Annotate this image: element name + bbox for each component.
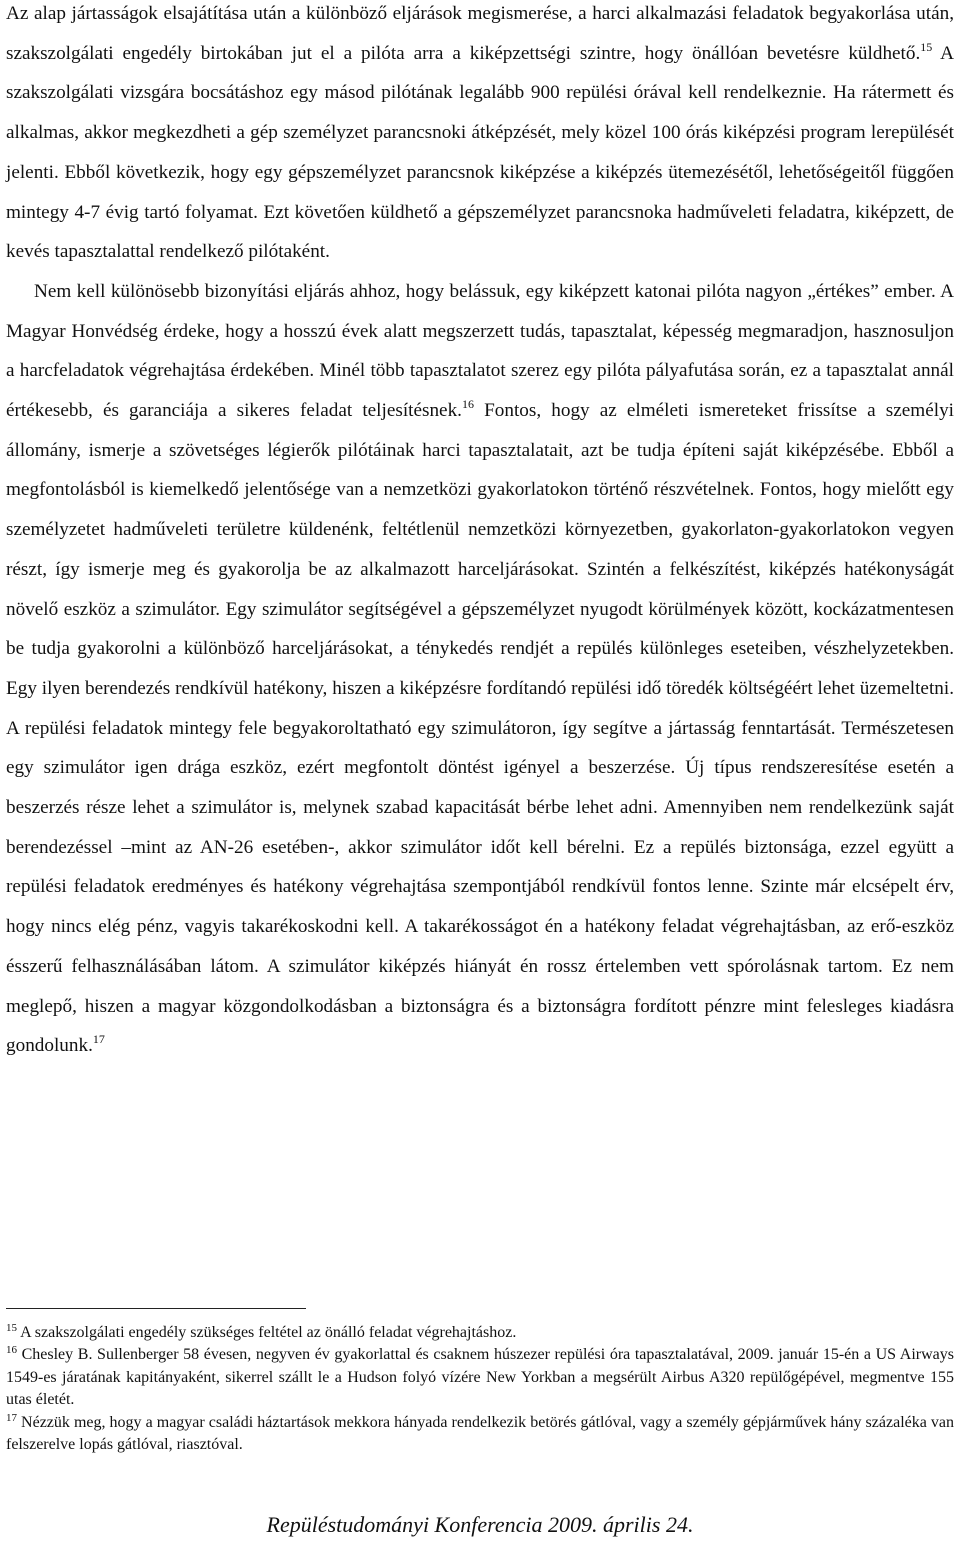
footnote-separator bbox=[6, 1308, 306, 1309]
footnote bbox=[6, 1344, 954, 1411]
paragraph bbox=[6, 272, 954, 1066]
footnote-ref[interactable]: 15 bbox=[920, 39, 933, 54]
footnote-number: 15 bbox=[6, 1322, 17, 1334]
footnote-ref[interactable]: 16 bbox=[461, 397, 474, 412]
paragraph-text: A szakszolgálati vizsgára bocsátáshoz egy másod pilótának legalább 900 repülési órával kell rendelkeznie. Ha rátermett és alkalmas, akkor megkezdheti a gép személyzet parancsnoki átképzését, mely közel 100 órás kiképzési program lerepülését jelenti. Ebből következik, hogy egy gépszemélyzet parancsnok kiképzése a kiképzés ütemezésétől, lehetőségeitől függően mintegy 4-7 évig tartó folyamat. Ezt követően küldhető a gépszemélyzet parancsnoka hadműveleti feladatra, kiképzett, de kevés tapasztalattal rendelkező pilótaként. bbox=[6, 42, 954, 263]
footnotes bbox=[6, 1322, 954, 1456]
footnote-ref[interactable]: 17 bbox=[92, 1032, 105, 1047]
footnote-text: A szakszolgálati engedély szükséges feltétel az önálló feladat végrehajtáshoz. bbox=[17, 1324, 517, 1341]
footnote-text: Nézzük meg, hogy a magyar családi háztartások mekkora hányada rendelkezik betörés gátlóval, vagy a személy gépjárművek hány százaléka van felszerelve lopás gátlóval, riasztóval. bbox=[6, 1413, 954, 1454]
paragraph-text: Fontos, hogy az elméleti ismereteket frissítse a személyi állomány, ismerje a szövetséges légierők pilótáinak harci tapasztalatait, azt be tudja építeni saját kiképzésébe. Ebből a megfontolásból is kiemelkedő jelentősége van a nemzetközi gyakorlatokon történő részvételnek. Fontos, hogy mielőtt egy személyzetet hadműveleti területre küldenénk, feltétlenül nemzetközi környezetben, gyakorlaton-gyakorlatokon vegyen részt, így ismerje meg és gyakorolja be az alkalmazott harceljárásokat. Szintén a felkészítést, kiképzés hatékonyságát növelő eszköz a szimulátor. Egy szimulátor segítségével a gépszemélyzet nyugodt körülmények között, kockázatmentesen be tudja gyakorolni a különböző harceljárásokat, a ténykedés rendjét a repülés különleges eseteiben, vészhelyzetekben. Egy ilyen berendezés rendkívül hatékony, hiszen a kiképzésre fordítandó repülési idő töredék költségéért lehet üzemeltetni. A repülési feladatok mintegy fele begyakoroltatható egy szimulátoron, így segítve a jártasság fenntartását. Természetesen egy szimulátor igen drága eszköz, ezért megfontolt döntést igényel a beszerzése. Új típus rendszeresítése esetén a beszerzés része lehet a szimulátor is, melynek szabad kapacitását bérbe lehet adni. Amennyiben nem rendelkezünk saját berendezéssel ‒mint az AN-26 esetében-, akkor szimulátor időt kell bérelni. Ez a repülés biztonsága, ezzel együtt a repülési feladatok eredményes és hatékony végrehajtása szempontjából rendkívül fontos lenne. Szinte már elcsépelt érv, hogy nincs elég pénz, vagyis takarékoskodni kell. A takarékosságot én a hatékony feladat végrehajtásban, az erő-eszköz ésszerű felhasználásában látom. A szimulátor kiképzés hiányát én rossz értelemben vett spórolásnak tartom. Ez nem meglepő, hiszen a magyar közgondolkodásban a biztonságra és a biztonságra fordított pénzre mint felesleges kiadásra gondolunk. bbox=[6, 400, 954, 1057]
footnote bbox=[6, 1322, 954, 1344]
footnote-number: 17 bbox=[6, 1411, 17, 1424]
footnote-text: Chesley B. Sullenberger 58 évesen, negyven év gyakorlattal és csaknem húszezer repülési óra tapasztalatával, 2009. január 15-én a US Airways 1549-es járatának kapitányaként, sikerrel szállt le a Hudson folyó vízére New Yorkban a megsérült Airbus A320 repülőgépével, megmentve 155 utas életét. bbox=[6, 1346, 954, 1409]
paragraph-text: Az alap jártasságok elsajátítása után a különböző eljárások megismerése, a harci alkalmazási feladatok begyakorlása után, szakszolgálati engedély birtokában jut el a pilóta arra a kiképzettségi szintre, hogy önállóan bevetésre küldhető. bbox=[6, 3, 954, 64]
document-body bbox=[6, 0, 954, 1066]
paragraph-text: Nem kell különösebb bizonyítási eljárás ahhoz, hogy belássuk, egy kiképzett katonai pilóta nagyon „értékes” ember. A Magyar Honvédség érdeke, hogy a hosszú évek alatt megszerzett tudás, tapasztalat, képesség megmaradjon, hasznosuljon a harcfeladatok végrehajtása érdekében. Minél több tapasztalatot szerez egy pilóta pályafutása során, ez a tapasztalat annál értékesebb, és garanciája a sikeres feladat teljesítésnek. bbox=[6, 280, 954, 422]
page-footer: Repüléstudományi Konferencia 2009. április 24. bbox=[266, 1512, 694, 1537]
paragraph bbox=[6, 0, 954, 272]
footnote bbox=[6, 1412, 954, 1457]
footnote-number: 16 bbox=[6, 1344, 17, 1357]
